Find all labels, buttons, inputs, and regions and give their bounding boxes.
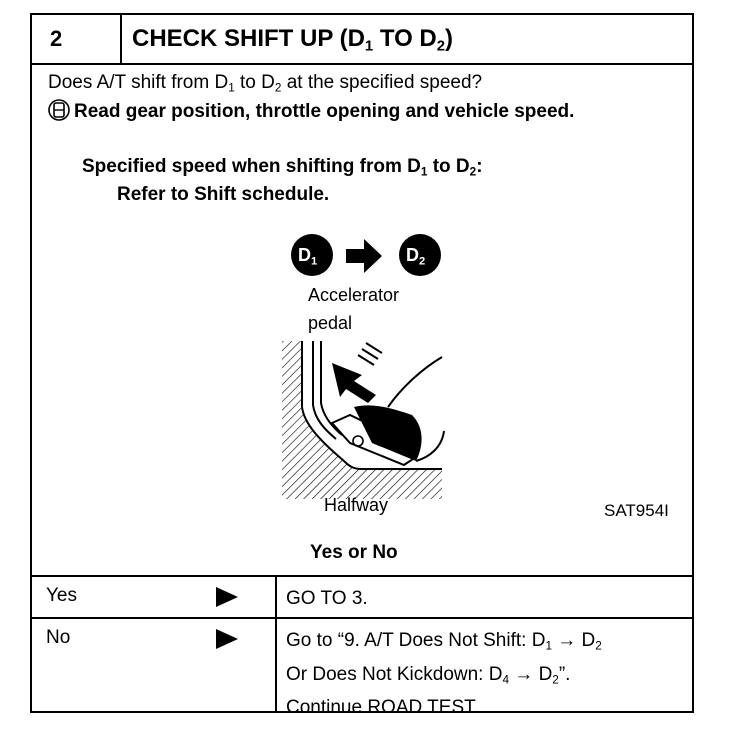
shift-figure [32,15,692,575]
accelerator-label-line1: Accelerator [308,285,400,305]
instruction-text: Read gear position, throttle opening and vehicle speed. [48,99,668,128]
refer-text: Refer to Shift schedule. [117,184,330,205]
d1-badge-label: $D_1$ [298,245,318,268]
shift-arrow-icon [346,239,382,273]
play-arrow-icon [216,587,238,607]
row-label-no: No [46,627,71,648]
play-arrow-icon [216,629,238,649]
press-arrow-icon [332,343,382,403]
yes-or-no-prompt: Yes or No [310,542,398,563]
step-number: 2 [32,15,122,63]
result-rows [32,575,692,719]
halfway-label: Halfway [324,495,389,515]
figure-code: SAT954I [604,501,669,520]
result-row-yes [32,577,692,619]
result-row-no [32,619,692,719]
specified-speed-text: Specified speed when shifting from $D_1$ to $D_2$: [82,156,483,179]
step-title: CHECK SHIFT UP ($D_1$ TO $D_2$) [132,25,454,55]
row-label-yes: Yes [46,585,77,606]
pedal-arm-icon [313,341,342,439]
row-result-yes: GO TO 3. [286,588,368,609]
d2-badge-label: $D_2$ [406,245,426,268]
accelerator-label-line2: pedal [308,313,353,333]
question-text: Does A/T shift from $D_1$ to $D_2$ at the specified speed? [48,72,483,95]
diagnostic-step-table [30,13,694,719]
row-result-no: Go to “9. A/T Does Not Shift: $D_1 \to D_2$ Or Does Not Kickdown: $D_4 \to D_2$”. Continue ROAD TEST. [286,630,602,719]
